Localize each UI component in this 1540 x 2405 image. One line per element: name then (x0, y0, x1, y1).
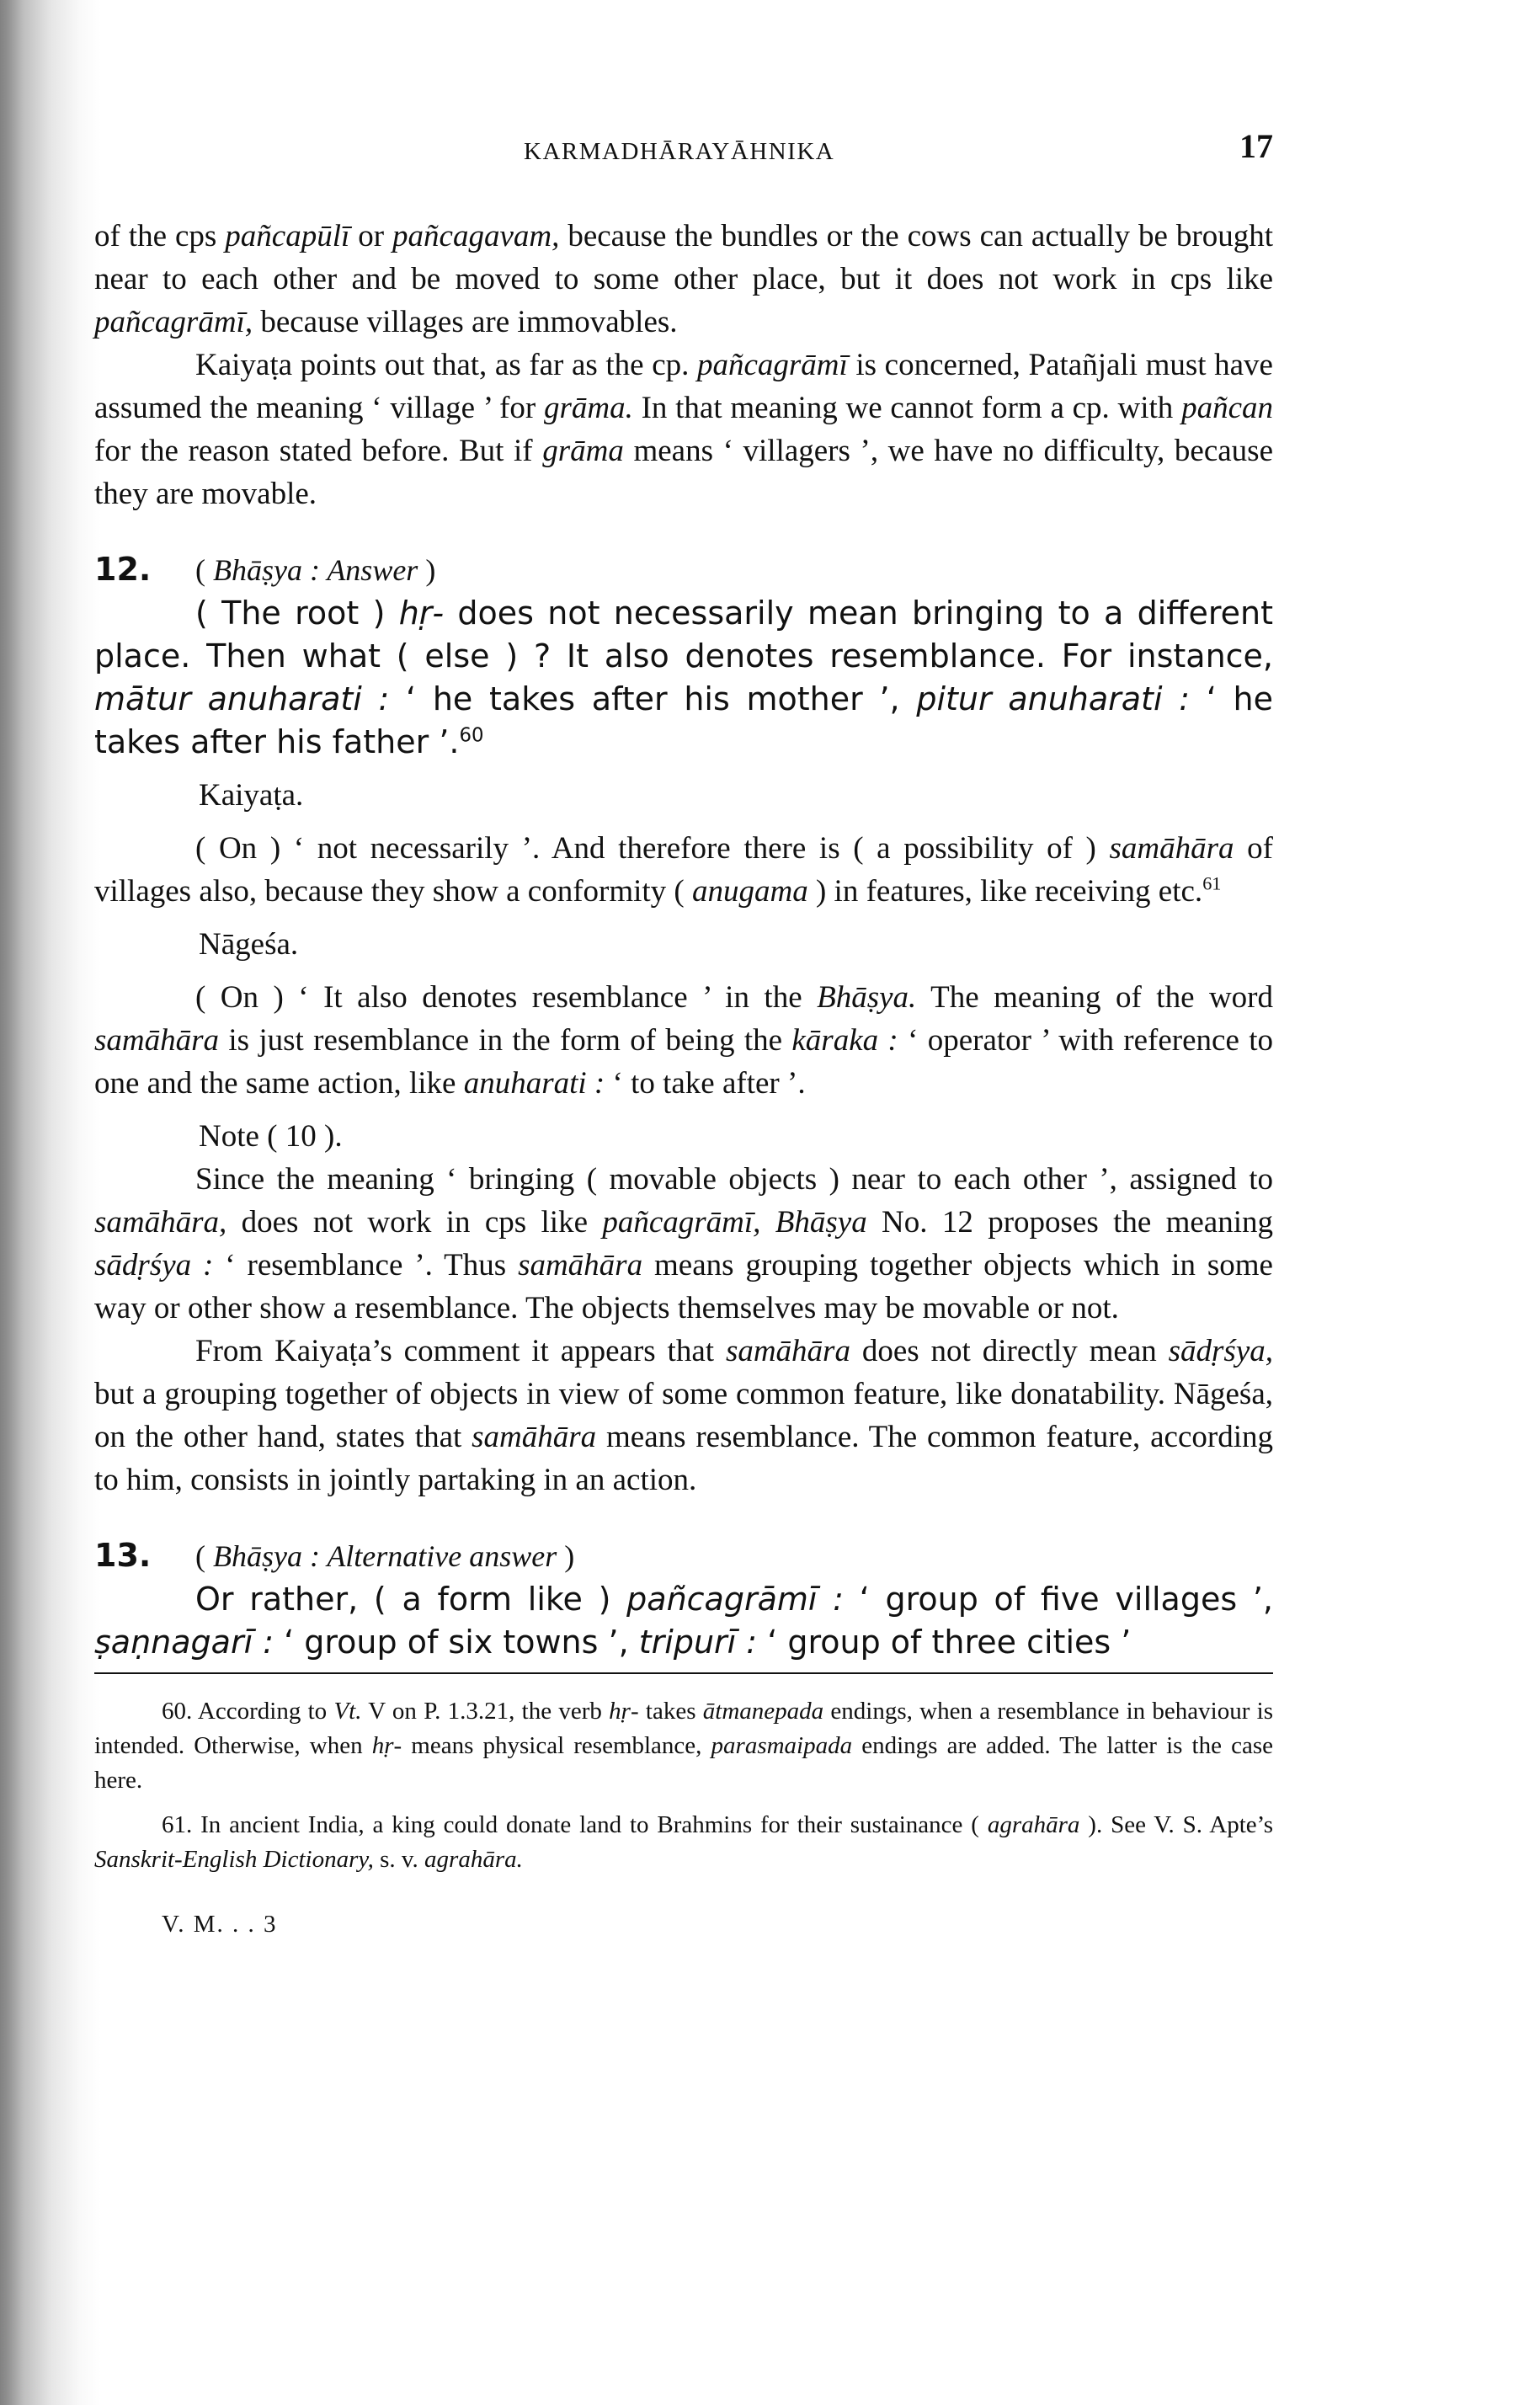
footnote-61: 61. In ancient India, a king could donate land to Brahmins for their sustainance ( agrahāra ). See V. S. Apte’s Sanskrit-English Dictionary, s. v. agrahāra. (94, 1811, 1273, 1873)
printer-signature: V. M. . . 3 (162, 1911, 278, 1938)
note-paragraph-1: Since the meaning ‘ bringing ( movable objects ) near to each other ’, assigned to samāhāra, does not work in cps like pañcagrāmī, Bhāṣya No. 12 proposes the meaning sādṛśya : ‘ resemblance ’. Thus samāhāra means grouping together objects which in some way or other show a resemblance. The objects themselves may be movable or not. (94, 1162, 1274, 1325)
note-label: Note ( 10 ). (199, 1119, 343, 1154)
section-title: ( Bhāṣya : Alternative answer ) (195, 1539, 575, 1573)
bhasya-text: ( The root ) hṛ- does not necessarily mean bringing to a different place. Then what ( else ) ? It also denotes resemblance. For instance, mātur anuharati : ‘ he takes after his mother ’, pitur anuharati : ‘ he takes after his father ’.$^{60}$ (94, 595, 1273, 760)
footnote-ref-60: 60 (459, 724, 484, 747)
page-body (94, 215, 1273, 1938)
note-paragraph-2: From Kaiyaṭa’s comment it appears that samāhāra does not directly mean sādṛśya, but a grouping together of objects in view of some common feature, like donatability. Nāgeśa, on the other hand, states that samāhāra means resemblance. The common feature, according to him, consists in jointly partaking in an action. (94, 1334, 1273, 1497)
running-title: KARMADHĀRAYĀHNIKA (524, 138, 835, 165)
commentator-label-kaiyata: Kaiyaṭa. (199, 778, 304, 813)
bhasya-text: Or rather, ( a form like ) pañcagrāmī : ‘ group of five villages ’, ṣaṇnagarī : ‘ group of six towns ’, tripurī : ‘ group of three cities ’ (94, 1581, 1274, 1661)
paragraph-continuation: of the cps pañcapūlī or pañcagavam, because the bundles or the cows can actually be brought near to each other and be moved to some other place, but it does not work in cps like pañcagrāmī, because villages are immovables. (94, 219, 1273, 339)
section-number: 12. (94, 551, 152, 588)
section-heading-12 (94, 547, 1273, 592)
section-heading-13 (94, 1533, 1273, 1578)
paragraph-kaiyata-comment: Kaiyaṭa points out that, as far as the cp. pañcagrāmī is concerned, Patañjali must have assumed the meaning ‘ village ’ for grāma. In that meaning we cannot form a cp. with pañcan for the reason stated before. But if grāma means ‘ villagers ’, we have no difficulty, because they are movable. (94, 348, 1273, 511)
page-header (94, 126, 1273, 177)
section-title: ( Bhāṣya : Answer ) (195, 553, 436, 587)
footnote-divider (94, 1672, 1273, 1674)
book-binding-shadow (0, 0, 101, 2405)
footnote-60: 60. According to Vt. V on P. 1.3.21, the verb hṛ- takes ātmanepada endings, when a resemblance in behaviour is intended. Otherwise, when hṛ- means physical resemblance, parasmaipada endings are added. The latter is the case here. (94, 1698, 1273, 1794)
commentator-label-nagesa: Nāgeśa. (199, 927, 299, 962)
section-number: 13. (94, 1537, 152, 1574)
footnote-ref-61: 61 (1202, 872, 1222, 894)
kaiyata-text: ( On ) ‘ not necessarily ’. And therefore there is ( a possibility of ) samāhāra of villages also, because they show a conformity ( anugama ) in features, like receiving etc.$^{61}$ (94, 831, 1273, 909)
nagesa-text: ( On ) ‘ It also denotes resemblance ’ in the Bhāṣya. The meaning of the word samāhāra is just resemblance in the form of being the kāraka : ‘ operator ’ with reference to one and the same action, like anuharati : ‘ to take after ’. (94, 980, 1274, 1101)
page-number: 17 (1239, 127, 1273, 165)
